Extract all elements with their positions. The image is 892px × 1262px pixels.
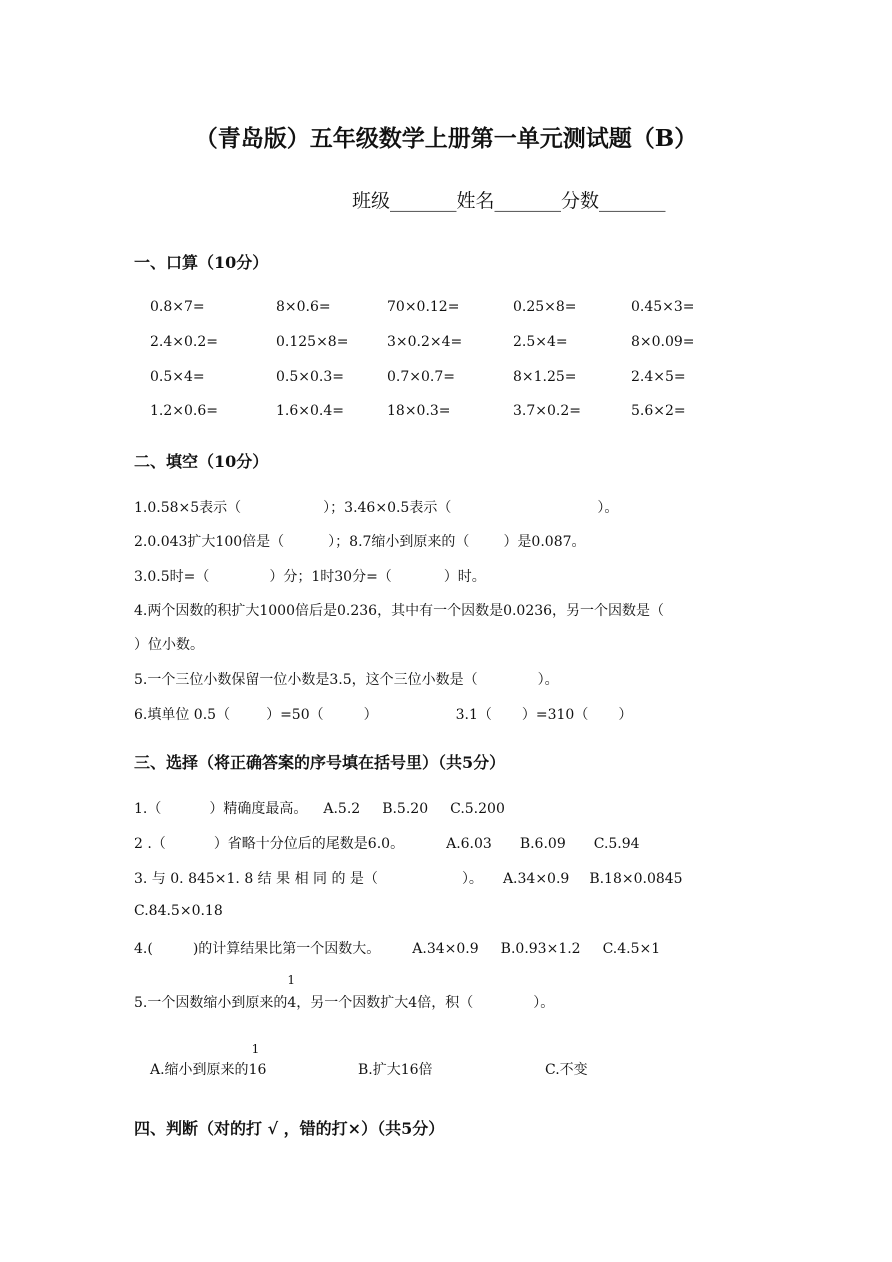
q-text: ）。 [461, 871, 483, 887]
fill-question-2 [134, 531, 586, 551]
option-c: C.5.200 [450, 801, 505, 817]
section-4-heading: 四、判断（对的打 √ ，错的打×）（共5分） [134, 1119, 445, 1138]
q-text: 3.0.5时=（ [134, 569, 210, 585]
mental-item: 2.5×4= [513, 334, 568, 350]
section-2-heading: 二、填空（10分） [134, 452, 269, 471]
q-text: 1.0.58×5表示（ [134, 500, 242, 516]
fill-question-4: 4.两个因数的积扩大1000倍后是0.236，其中有一个因数是0.0236，另一个因数是（ [134, 603, 665, 619]
q-text: )的计算结果比第一个因数大。 [192, 941, 381, 957]
choice-question-3 [134, 868, 683, 888]
q-text: ） [618, 707, 633, 723]
choice-q5-option-a [150, 1042, 267, 1079]
q-text: ）时。 [443, 569, 486, 585]
q-text: ）=50（ [266, 707, 324, 723]
q-text: ）；8.7缩小到原来的（ [328, 534, 470, 550]
mental-item: 1.2×0.6= [150, 403, 218, 419]
q-text: ）=310（ [521, 707, 589, 723]
mental-item: 3×0.2×4= [387, 334, 463, 350]
q-text: 5.一个三位小数保留一位小数是3.5，这个三位小数是（ [134, 672, 478, 688]
option-a: A.6.03 [446, 836, 492, 852]
mental-item: 0.7×0.7= [387, 369, 455, 385]
q-text: ）。 [537, 672, 559, 688]
q-text: 5.一个因数缩小到原来的 [134, 995, 288, 1011]
mental-item: 1.6×0.4= [276, 403, 344, 419]
mental-item: 0.125×8= [276, 334, 349, 350]
student-info-line: 班级_______姓名_______分数_______ [352, 190, 666, 212]
choice-q5-option-c: C.不变 [545, 1062, 588, 1078]
option-c: C.5.94 [593, 836, 640, 852]
q-text: ） [363, 707, 378, 723]
mental-item: 2.4×0.2= [150, 334, 218, 350]
fraction-denominator: 16 [248, 1062, 267, 1078]
mental-item: 0.25×8= [513, 299, 577, 315]
fill-question-3 [134, 566, 486, 586]
option-b: B.18×0.0845 [589, 871, 683, 887]
mental-item: 0.5×0.3= [276, 369, 344, 385]
choice-question-4 [134, 938, 660, 958]
q-text: ，另一个因数扩大4倍，积（ [296, 995, 474, 1011]
q-text: 2 .（ [134, 836, 166, 852]
option-b: B.6.09 [519, 836, 566, 852]
fill-question-4-cont: ）位小数。 [134, 637, 204, 653]
option-b: B.0.93×1.2 [500, 941, 581, 957]
q-text: ）省略十分位后的尾数是6.0。 [213, 836, 405, 852]
q-text: 6.填单位 0.5（ [134, 707, 231, 723]
q-text: ）。 [597, 500, 619, 516]
page-title: （青岛版）五年级数学上册第一单元测试题（B） [194, 125, 698, 152]
mental-item: 0.8×7= [150, 299, 205, 315]
q-text: ）分；1时30分=（ [269, 569, 392, 585]
option-a: A.34×0.9 [412, 941, 479, 957]
mental-item: 18×0.3= [387, 403, 451, 419]
q-text: ）。 [533, 995, 555, 1011]
fraction-numerator: 1 [287, 973, 295, 987]
q-text: 2.0.043扩大100倍是（ [134, 534, 285, 550]
fill-question-5 [134, 669, 559, 689]
section-3-heading: 三、选择（将正确答案的序号填在括号里）（共5分） [134, 753, 506, 772]
q-text: 3. 与 0. 845×1. 8 结 果 相 同 的 是（ [134, 871, 378, 887]
mental-item: 3.7×0.2= [513, 403, 581, 419]
mental-item: 5.6×2= [631, 403, 686, 419]
q-text: 1.（ [134, 801, 162, 817]
q-text: 3.1（ [455, 707, 492, 723]
choice-question-2 [134, 833, 640, 853]
mental-item: 8×0.6= [276, 299, 331, 315]
mental-item: 70×0.12= [387, 299, 460, 315]
q-text: ）是0.087。 [503, 534, 586, 550]
option-a: A.34×0.9 [502, 871, 570, 887]
mental-item: 0.5×4= [150, 369, 205, 385]
mental-item: 8×1.25= [513, 369, 577, 385]
mental-item: 2.4×5= [631, 369, 686, 385]
choice-question-3-option-c: C.84.5×0.18 [134, 903, 223, 919]
choice-question-5 [134, 973, 555, 1012]
q-text: ）；3.46×0.5表示（ [323, 500, 452, 516]
choice-question-1 [134, 798, 505, 818]
fill-question-1 [134, 497, 618, 517]
fill-question-6 [134, 704, 632, 724]
mental-item: 8×0.09= [631, 334, 695, 350]
choice-q5-option-b: B.扩大16倍 [358, 1062, 433, 1078]
option-c: C.4.5×1 [602, 941, 661, 957]
option-b: B.5.20 [382, 801, 429, 817]
option-a-text: A.缩小到原来的 [150, 1062, 249, 1078]
fraction-numerator: 1 [251, 1042, 260, 1056]
q-text: 4.( [134, 941, 153, 957]
mental-item: 0.45×3= [631, 299, 695, 315]
q-text: ）精确度最高。 [209, 801, 308, 817]
fraction-denominator: 4 [287, 995, 297, 1011]
option-a: A.5.2 [323, 801, 361, 817]
section-1-heading: 一、口算（10分） [134, 253, 269, 272]
